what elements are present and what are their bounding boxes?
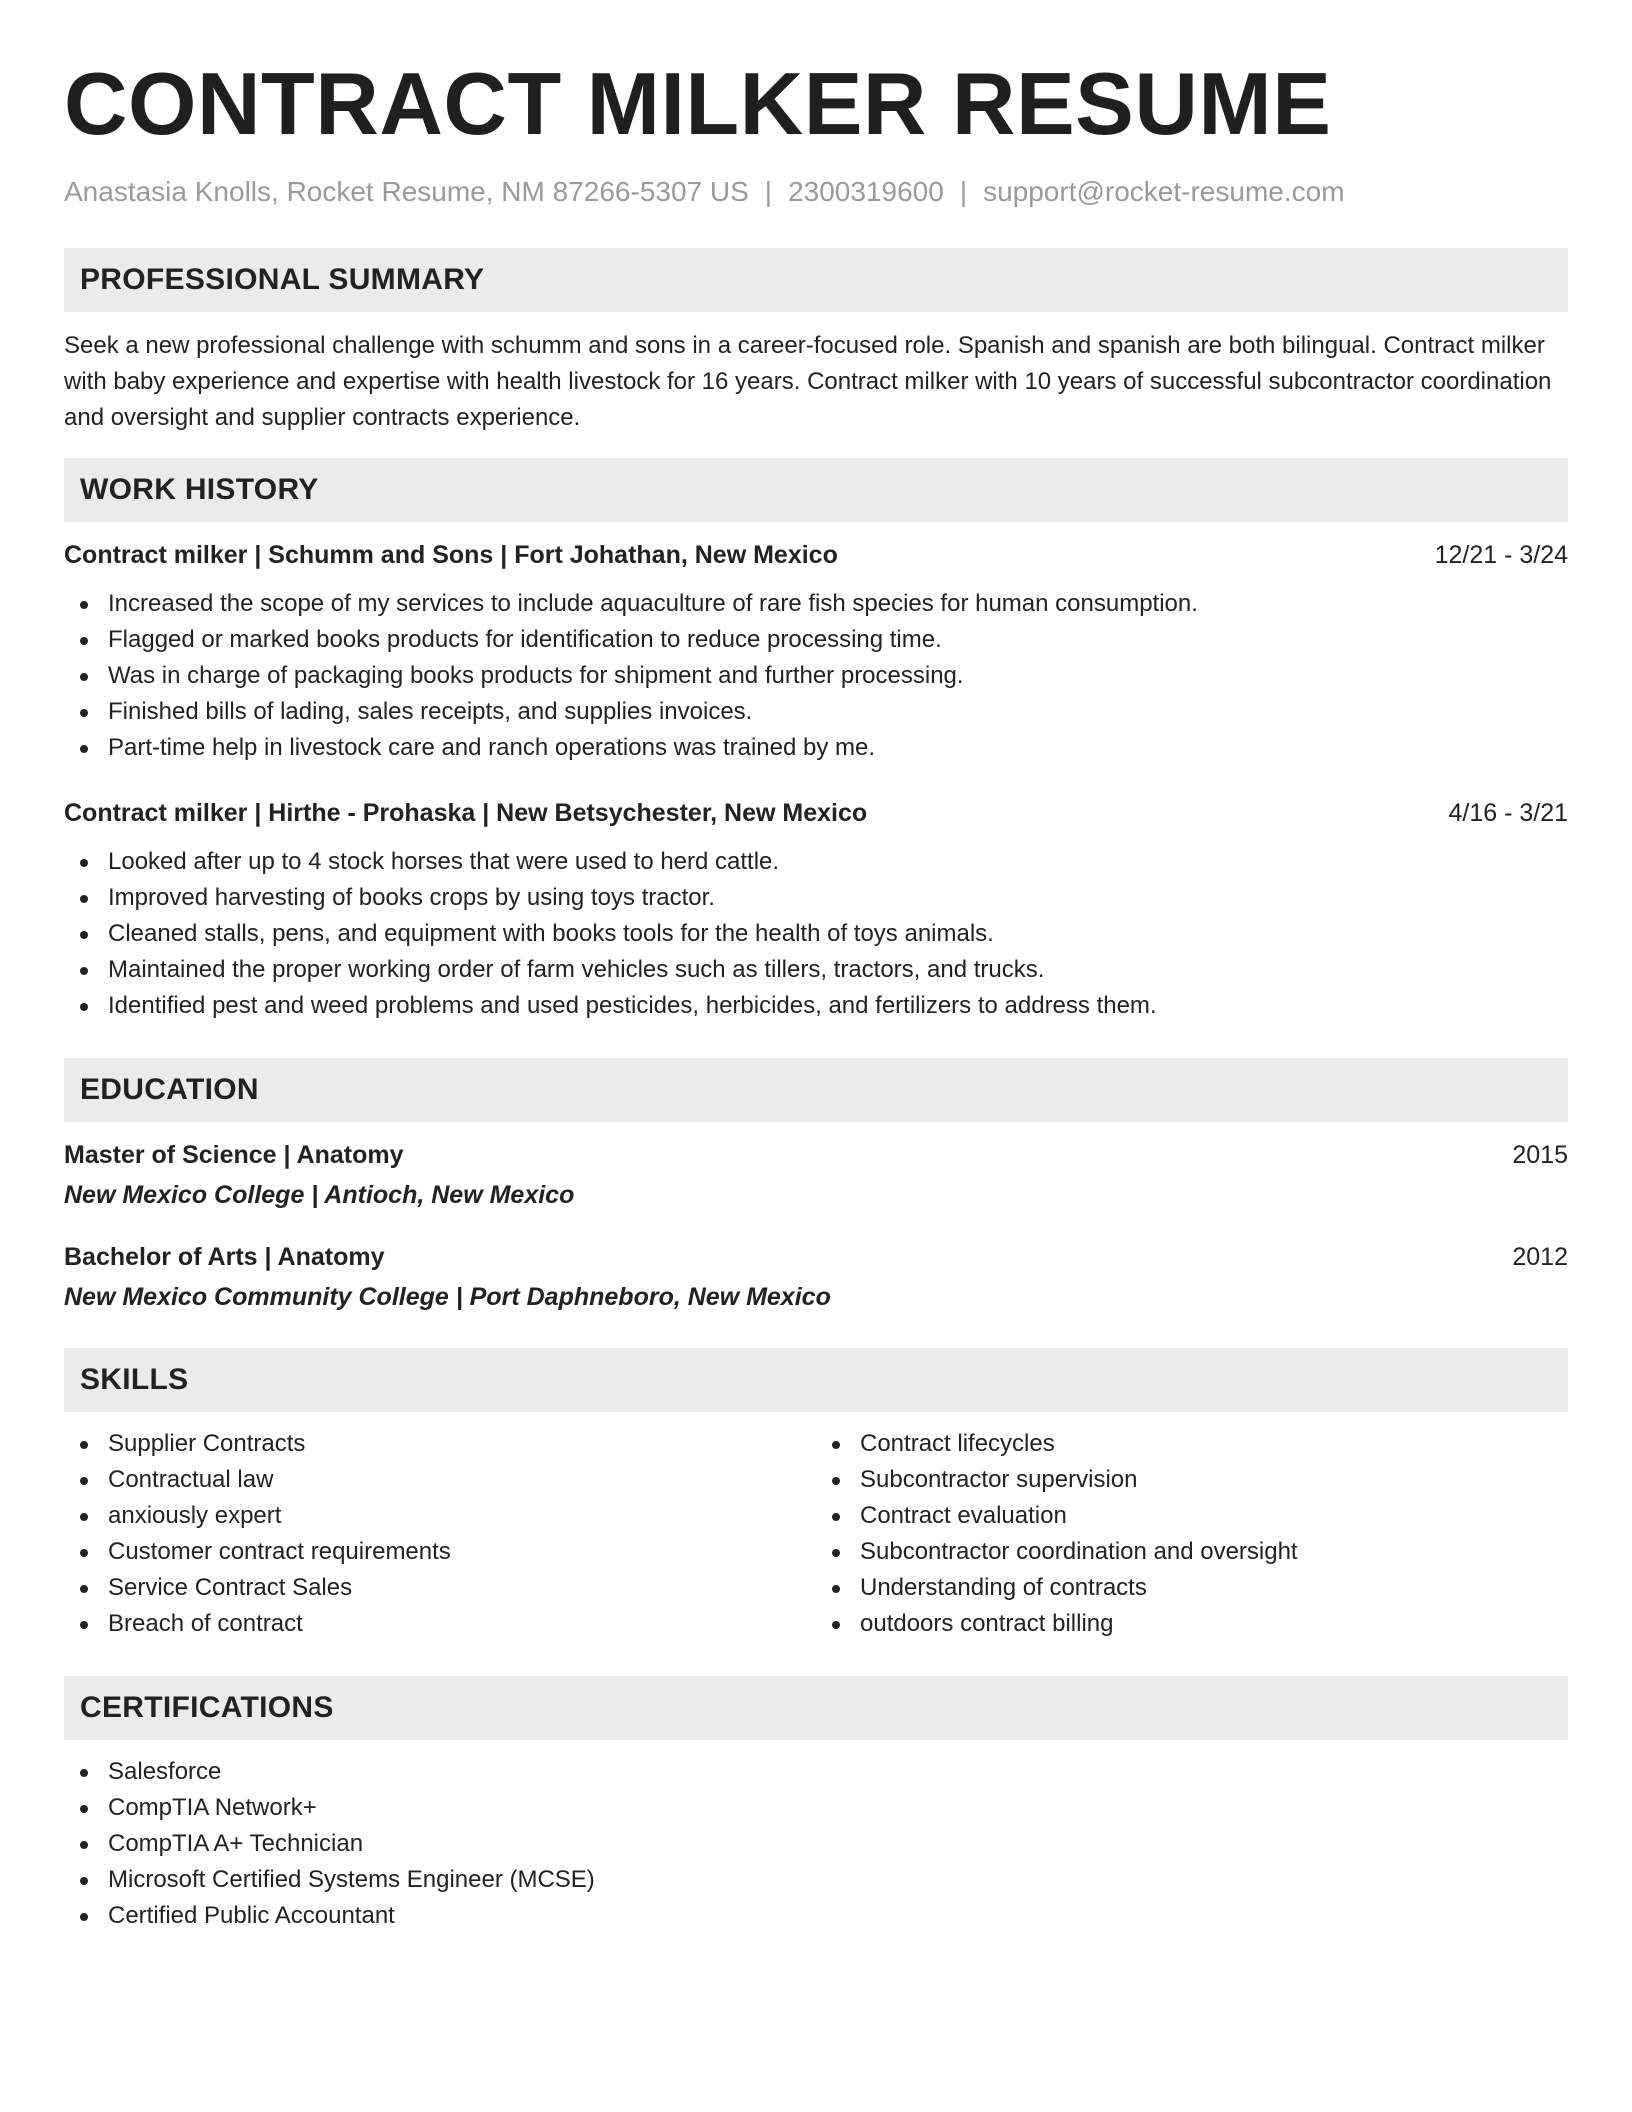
list-item: CompTIA Network+ [64,1790,1568,1826]
list-item: Service Contract Sales [64,1570,816,1606]
list-item: Flagged or marked books products for identification to reduce processing time. [64,622,1568,658]
list-item: Improved harvesting of books crops by using toys tractor. [64,880,1568,916]
section-header-certifications: CERTIFICATIONS [64,1676,1568,1740]
list-item: Was in charge of packaging books products for shipment and further processing. [64,658,1568,694]
list-item: Finished bills of lading, sales receipts, and supplies invoices. [64,694,1568,730]
list-item: Contract lifecycles [816,1426,1568,1462]
list-item: anxiously expert [64,1498,816,1534]
contact-email: support@rocket-resume.com [983,176,1345,207]
education-year: 2015 [1512,1141,1568,1169]
list-item: Subcontractor supervision [816,1462,1568,1498]
list-item: Breach of contract [64,1606,816,1642]
list-item: Part-time help in livestock care and ranch operations was trained by me. [64,730,1568,766]
education-degree: Master of Science | Anatomy [64,1141,404,1169]
job-entry [64,796,1568,1024]
job-header [64,538,1568,572]
section-header-work-history: WORK HISTORY [64,458,1568,522]
education-school: New Mexico Community College | Port Daphneboro, New Mexico [64,1283,831,1311]
education-entry [64,1138,1568,1212]
skills-grid [64,1412,1568,1642]
job-bullets [64,586,1568,766]
contact-address: Anastasia Knolls, Rocket Resume, NM 87266-5307 US [64,176,749,207]
job-header [64,796,1568,830]
section-header-summary: PROFESSIONAL SUMMARY [64,248,1568,312]
contact-line [64,174,1568,210]
summary-text: Seek a new professional challenge with schumm and sons in a career-focused role. Spanish and spanish are both bilingual. Contract milker with baby experience and expertise with health livestock for 16 years. Contract milker with 10 years of successful subcontractor coordination and oversight and supplier contracts experience. [64,332,1552,431]
list-item: Understanding of contracts [816,1570,1568,1606]
education-year: 2012 [1512,1243,1568,1271]
list-item: Supplier Contracts [64,1426,816,1462]
list-item: Salesforce [64,1754,1568,1790]
resume-title: CONTRACT MILKER RESUME [64,54,1332,153]
list-item: outdoors contract billing [816,1606,1568,1642]
list-item: Cleaned stalls, pens, and equipment with books tools for the health of toys animals. [64,916,1568,952]
education-degree: Bachelor of Arts | Anatomy [64,1243,385,1271]
education-header [64,1138,1568,1172]
skills-column-right [816,1426,1568,1642]
job-title: Contract milker | Hirthe - Prohaska | New Betsychester, New Mexico [64,799,868,827]
section-header-skills: SKILLS [64,1348,1568,1412]
education-school: New Mexico College | Antioch, New Mexico [64,1181,575,1209]
list-item: Certified Public Accountant [64,1898,1568,1934]
list-item: Increased the scope of my services to include aquaculture of rare fish species for human consumption. [64,586,1568,622]
contact-phone: 2300319600 [788,176,944,207]
job-dates: 12/21 - 3/24 [1434,541,1568,569]
list-item: Subcontractor coordination and oversight [816,1534,1568,1570]
job-entry [64,538,1568,766]
contact-separator: | [764,176,773,207]
list-item: Identified pest and weed problems and used pesticides, herbicides, and fertilizers to address them. [64,988,1568,1024]
list-item: CompTIA A+ Technician [64,1826,1568,1862]
list-item: Customer contract requirements [64,1534,816,1570]
list-item: Contract evaluation [816,1498,1568,1534]
skills-column-left [64,1426,816,1642]
job-dates: 4/16 - 3/21 [1448,799,1568,827]
list-item: Maintained the proper working order of farm vehicles such as tillers, tractors, and trucks. [64,952,1568,988]
list-item: Contractual law [64,1462,816,1498]
list-item: Microsoft Certified Systems Engineer (MCSE) [64,1862,1568,1898]
list-item: Looked after up to 4 stock horses that were used to herd cattle. [64,844,1568,880]
certifications-list [64,1754,1568,1934]
education-entry [64,1240,1568,1314]
education-header [64,1240,1568,1274]
contact-separator: | [959,176,968,207]
section-header-education: EDUCATION [64,1058,1568,1122]
job-title: Contract milker | Schumm and Sons | Fort Johathan, New Mexico [64,541,838,569]
job-bullets [64,844,1568,1024]
